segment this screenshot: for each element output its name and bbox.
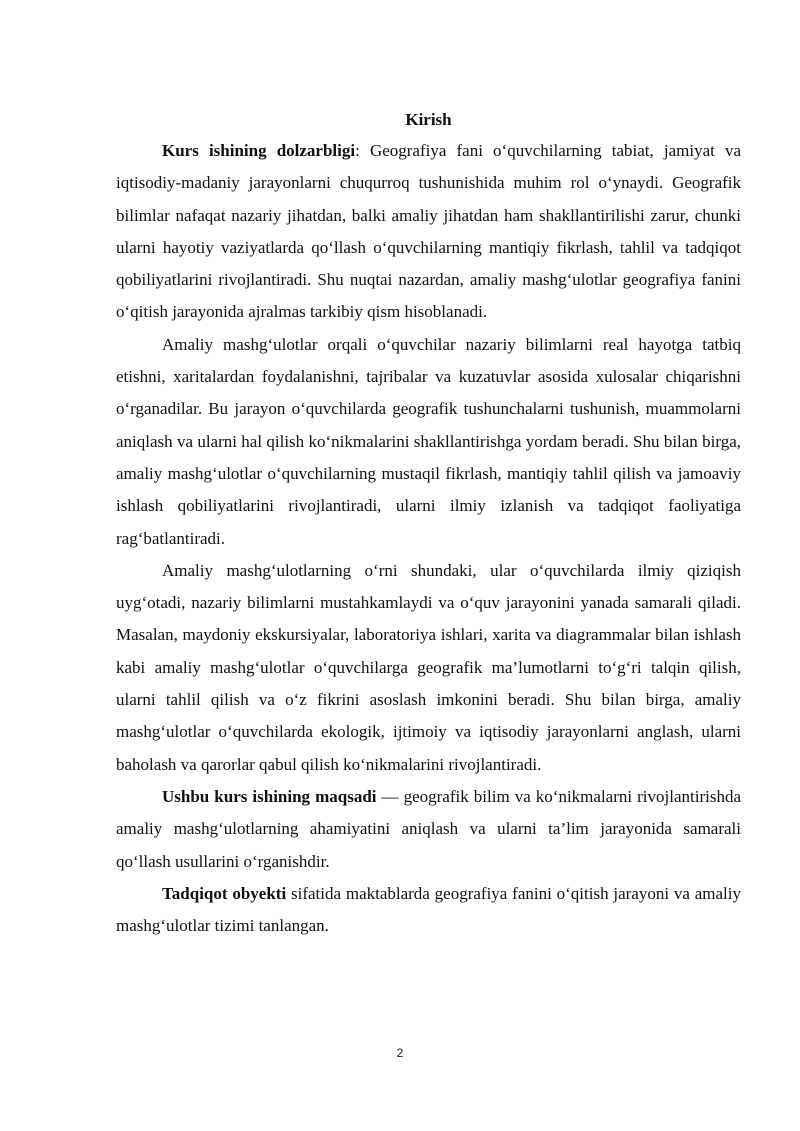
paragraph-text: — geografik bilim va ko‘nikmalarni rivojlantirishda amaliy mashg‘ulotlarning ahamiyatini aniqlash va ularni ta’lim jarayonida samarali qo‘llash usullarini o‘rganishdir.	[116, 786, 742, 871]
paragraph-relevance	[116, 135, 741, 329]
paragraph-lead: Tadqiqot obyekti	[162, 883, 287, 903]
paragraph-research-object	[116, 878, 741, 943]
paragraph-text: Amaliy mashg‘ulotlarning o‘rni shundaki, ular o‘quvchilarda ilmiy qiziqish uyg‘otadi, nazariy bilimlarni mustahkamlaydi va o‘quv jarayonini yanada samarali qiladi. Masalan, maydoniy ekskursiyalar, laboratoriya ishlari, xarita va diagrammalar bilan ishlash kabi amaliy mashg‘ulotlar o‘quvchilarga geografik ma’lumotlarni to‘g‘ri talqin qilish, ularni tahlil qilish va o‘z fikrini asoslash imkonini beradi. Shu bilan birga, amaliy mashg‘ulotlar o‘quvchilarda ekologik, ijtimoiy va iqtisodiy jarayonlarni anglash, ularni baholash va qarorlar qabul qilish ko‘nikmalarini rivojlantiradi.	[116, 560, 741, 774]
section-heading: Kirish	[405, 110, 452, 129]
paragraph-practical-lessons	[116, 329, 741, 555]
paragraph-text: : Geografiya fani o‘quvchilarning tabiat, jamiyat va iqtisodiy-madaniy jarayonlarni chuqurroq tushunishida muhim rol o‘ynaydi. Geografik bilimlar nafaqat nazariy jihatdan, balki amaliy jihatdan ham shakllantirilishi zarur, chunki ularni hayotiy vaziyatlarda qo‘llash o‘quvchilarning mantiqiy fikrlash, tahlil va tadqiqot qobiliyatlarini rivojlantiradi. Shu nuqtai nazardan, amaliy mashg‘ulotlar geografiya fanini o‘qitish jarayonida ajralmas tarkibiy qism hisoblanadi.	[116, 141, 741, 322]
paragraph-lead: Kurs ishining dolzarbligi	[162, 141, 356, 160]
paragraph-text: sifatida maktablarda geografiya fanini o‘qitish jarayoni va amaliy mashg‘ulotlar tizimi tanlangan.	[116, 883, 741, 936]
paragraph-role-of-lessons	[116, 555, 741, 781]
paragraph-lead: Ushbu kurs ishining maqsadi	[162, 786, 377, 806]
paragraph-goal	[116, 781, 741, 878]
page-number: 2	[396, 1046, 404, 1060]
page-content	[116, 106, 741, 942]
paragraph-text: Amaliy mashg‘ulotlar orqali o‘quvchilar nazariy bilimlarni real hayotga tatbiq etishni, xaritalardan foydalanishni, tajribalar va kuzatuvlar asosida xulosalar chiqarishni o‘rganadilar. Bu jarayon o‘quvchilarda geografik tushunchalarni tushunish, muammolarni aniqlash va ularni hal qilish ko‘nikmalarini shakllantirishga yordam beradi. Shu bilan birga, amaliy mashg‘ulotlar o‘quvchilarning mustaqil fikrlash, mantiqiy tahlil qilish va jamoaviy ishlash qobiliyatlarini rivojlantiradi, ularni ilmiy izlanish va tadqiqot faoliyatiga rag‘batlantiradi.	[116, 334, 741, 548]
